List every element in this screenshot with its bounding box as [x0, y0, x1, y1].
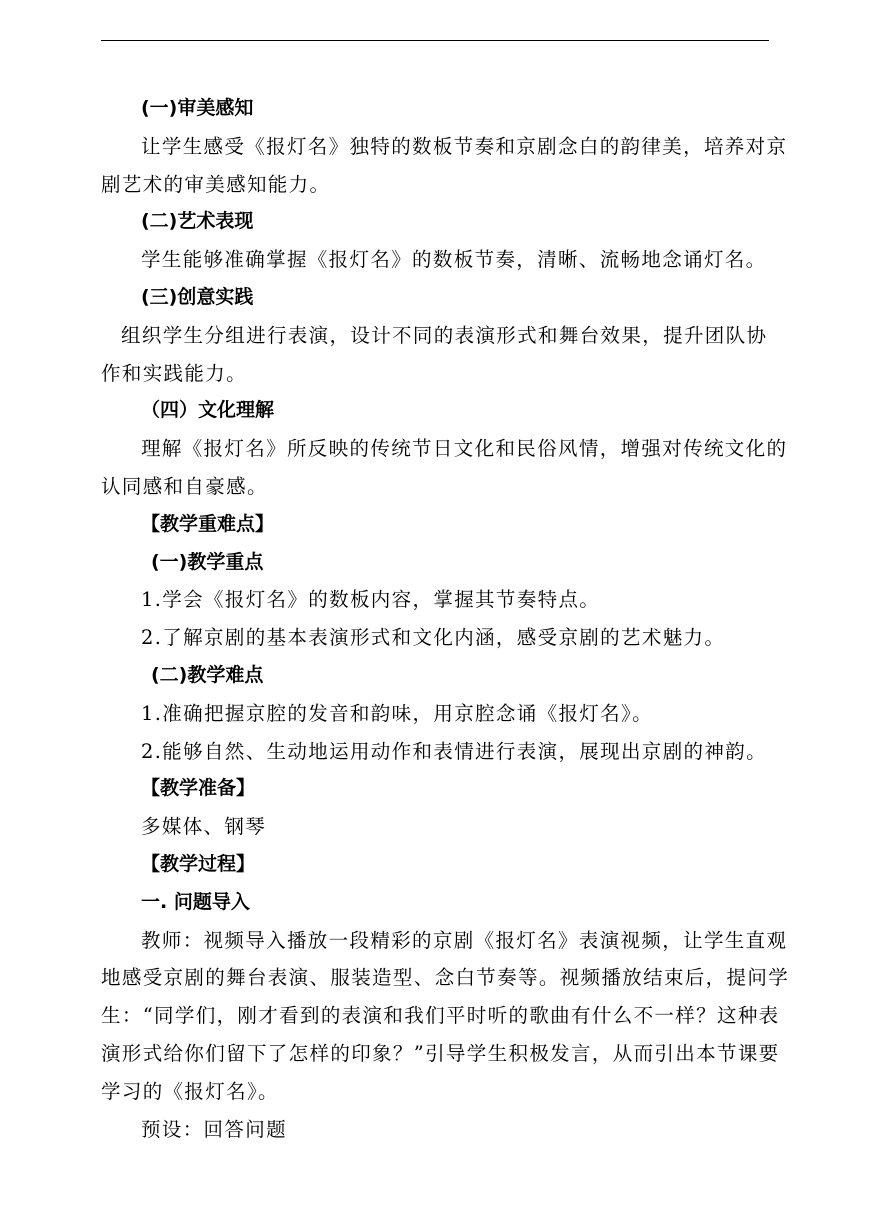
paragraph-line: 1.学会《报灯名》的数板内容，掌握其节奏特点。 [141, 588, 601, 612]
section-heading: (二)艺术表现 [141, 210, 254, 233]
section-heading: (一)教学重点 [151, 550, 264, 573]
paragraph-line: 作和实践能力。 [101, 361, 247, 385]
paragraph-line: 学习的《报灯名》。 [101, 1079, 279, 1103]
paragraph-line: 教师：视频导入播放一段精彩的京剧《报灯名》表演视频，让学生直观 [141, 928, 788, 952]
paragraph-line: 多媒体、钢琴 [141, 815, 267, 839]
section-heading: (二)教学难点 [151, 663, 264, 686]
section-heading: 一. 问题导入 [141, 890, 250, 913]
header-rule [101, 40, 769, 41]
paragraph-line: 预设：回答问题 [141, 1117, 287, 1141]
paragraph-line: 理解《报灯名》所反映的传统节日文化和民俗风情，增强对传统文化的 [141, 437, 788, 461]
section-heading: 【教学重难点】 [141, 512, 275, 535]
paragraph-line: 组织学生分组进行表演，设计不同的表演形式和舞台效果，提升团队协 [121, 323, 768, 347]
paragraph-line: 生：“同学们，刚才看到的表演和我们平时听的歌曲有什么不一样？这种表 [101, 1004, 780, 1028]
paragraph-line: 剧艺术的审美感知能力。 [101, 172, 331, 196]
section-heading: 【教学准备】 [141, 777, 256, 800]
section-heading: (一)审美感知 [141, 97, 254, 119]
paragraph-line: 2.了解京剧的基本表演形式和文化内涵，感受京剧的艺术魅力。 [141, 626, 726, 650]
paragraph-line: 演形式给你们留下了怎样的印象？”引导学生积极发言，从而引出本节课要 [101, 1041, 780, 1065]
paragraph-line: 地感受京剧的舞台表演、服装造型、念白节奏等。视频播放结束后，提问学 [101, 966, 790, 990]
section-heading: 【教学过程】 [141, 852, 256, 875]
paragraph-line: 1.准确把握京腔的发音和韵味，用京腔念诵《报灯名》。 [141, 701, 653, 725]
section-heading: （四）文化理解 [141, 399, 275, 422]
document-body [101, 90, 790, 1148]
paragraph-line: 让学生感受《报灯名》独特的数板节奏和京剧念白的韵律美，培养对京 [141, 134, 788, 158]
paragraph-line: 学生能够准确掌握《报灯名》的数板节奏，清晰、流畅地念诵灯名。 [141, 248, 767, 272]
section-heading: (三)创意实践 [141, 285, 254, 308]
paragraph-line: 认同感和自豪感。 [101, 474, 268, 498]
paragraph-line: 2.能够自然、生动地运用动作和表情进行表演，展现出京剧的神韵。 [141, 739, 767, 763]
